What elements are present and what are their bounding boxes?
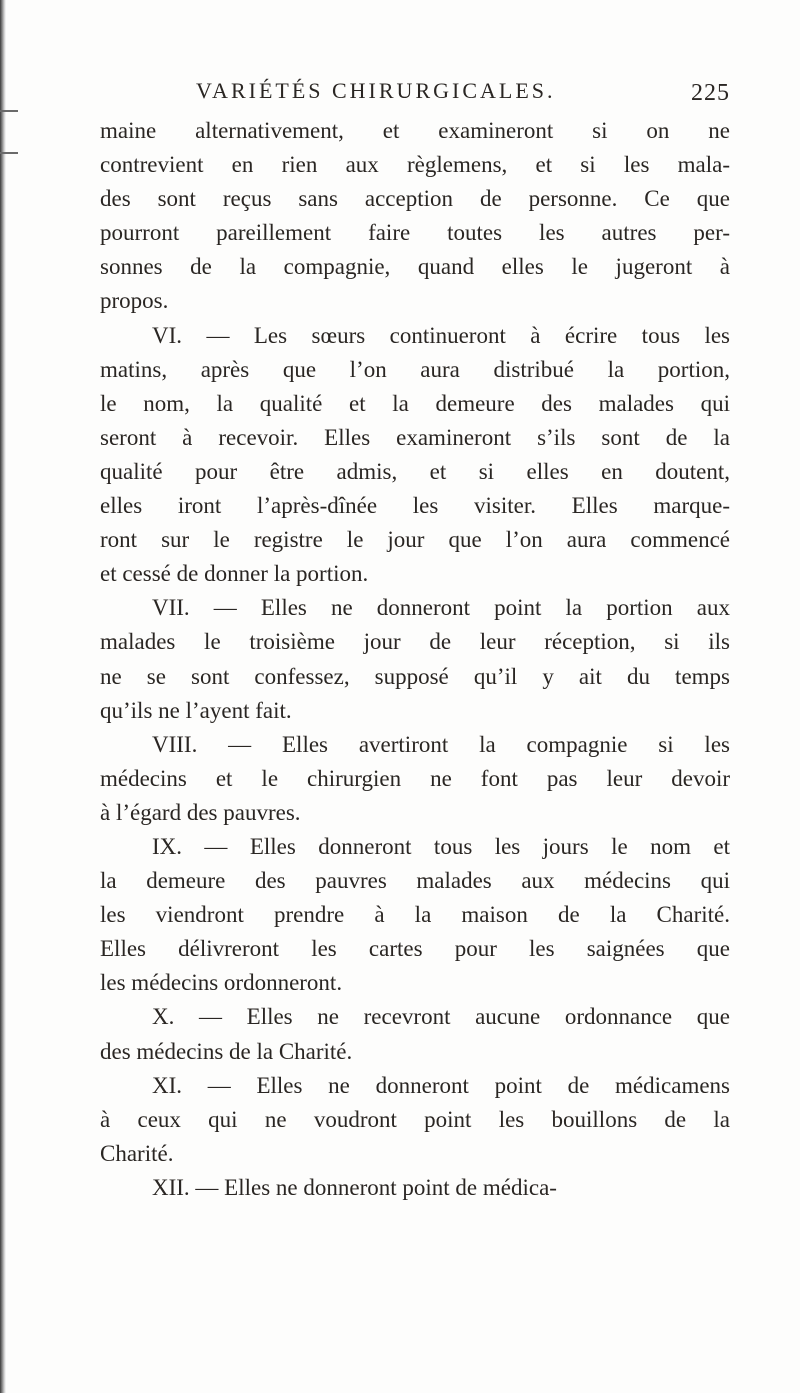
text-line: sonnes de la compagnie, quand elles le jugeront à — [100, 254, 730, 280]
text-line: pourront pareillement faire toutes les autres per- — [100, 220, 730, 246]
text-line: à l’égard des pauvres. — [100, 799, 301, 825]
text-line: XII. — Elles ne donneront point de médica- — [152, 1174, 557, 1200]
text-line: VIII. — Elles avertiront la compagnie si les — [152, 731, 730, 757]
text-line: des sont reçus sans acception de personne. Ce que — [100, 186, 730, 212]
text-line: la demeure des pauvres malades aux médecins qui — [100, 868, 730, 894]
text-line: des médecins de la Charité. — [100, 1038, 353, 1064]
text-line: IX. — Elles donneront tous les jours le nom et — [152, 833, 730, 859]
text-line: à ceux qui ne voudront point les bouillons de la — [100, 1106, 730, 1132]
text-line: matins, après que l’on aura distribué la portion, — [100, 356, 730, 382]
text-line: Elles délivreront les cartes pour les saignées que — [100, 936, 730, 962]
binding-shadow — [0, 0, 6, 1393]
text-line: seront à recevoir. Elles examineront s’ils sont de la — [100, 424, 730, 450]
body-text — [100, 114, 730, 1205]
text-line: le nom, la qualité et la demeure des malades qui — [100, 390, 730, 416]
text-line: X. — Elles ne recevront aucune ordonnance que — [152, 1004, 730, 1030]
binding-mark — [0, 110, 18, 154]
text-line: et cessé de donner la portion. — [100, 561, 369, 587]
running-head — [100, 78, 730, 108]
text-line: malades le troisième jour de leur réception, si ils — [100, 629, 730, 655]
text-line: les viendront prendre à la maison de la Charité. — [100, 902, 730, 928]
text-line: VII. — Elles ne donneront point la portion aux — [152, 595, 730, 621]
text-line: médecins et le chirurgien ne font pas leur devoir — [100, 765, 730, 791]
running-title: VARIÉTÉS CHIRURGICALES. — [196, 78, 556, 103]
text-line: qu’ils ne l’ayent fait. — [100, 697, 292, 723]
text-line: les médecins ordonneront. — [100, 970, 343, 996]
text-line: qualité pour être admis, et si elles en doutent, — [100, 458, 730, 484]
text-line: contrevient en rien aux règlemens, et si les mala- — [100, 152, 730, 178]
text-line: ne se sont confessez, supposé qu’il y ait du temps — [100, 663, 730, 689]
text-line: Charité. — [100, 1140, 174, 1166]
text-line: VI. — Les sœurs continueront à écrire tous les — [152, 322, 730, 348]
text-line: XI. — Elles ne donneront point de médicamens — [152, 1072, 730, 1098]
text-line: maine alternativement, et examineront si on ne — [100, 118, 730, 143]
page-number: 225 — [691, 80, 730, 106]
text-line: elles iront l’après-dînée les visiter. Elles marque- — [100, 493, 730, 519]
text-line: ront sur le registre le jour que l’on aura commencé — [100, 527, 730, 553]
text-line: propos. — [100, 288, 169, 314]
